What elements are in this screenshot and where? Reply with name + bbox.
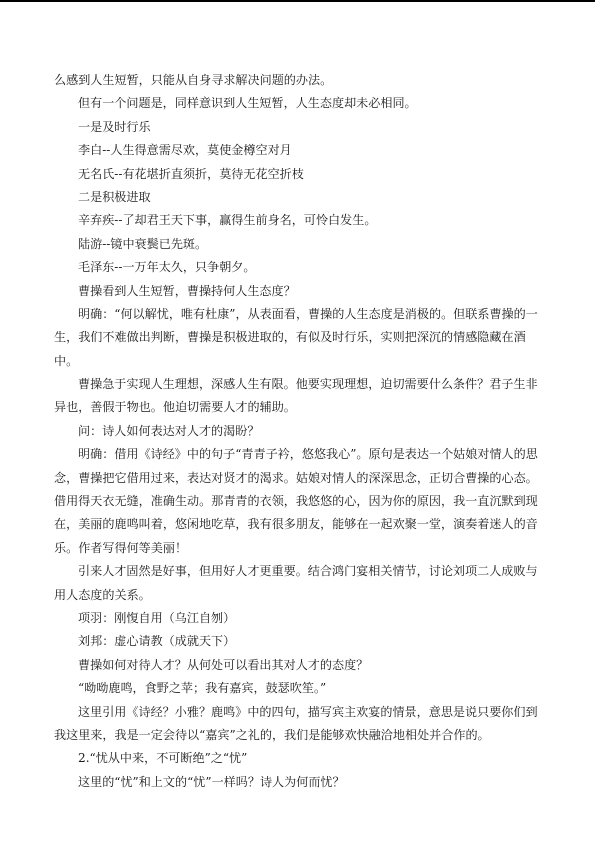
- text-line: 引来人才固然是好事，但用好人才更重要。结合鸿门宴相关情节，讨论刘项二人成败与: [78, 564, 538, 579]
- text-line: 念，曹操把它借用过来，表达对贤才的渴求。姑娘对情人的深深思念，正切合曹操的心态。: [54, 470, 538, 485]
- text-line: 我这里来，我是一定会待以“嘉宾”之礼的，我们是能够欢快融洽地相处并合作的。: [54, 727, 490, 742]
- text-line: 李白--人生得意需尽欢，莫使金樽空对月: [78, 143, 292, 158]
- text-line: 中。: [54, 353, 79, 368]
- text-line: 刘邦：虚心请教（成就天下）: [78, 634, 236, 649]
- text-line: 生，我们不难做出判断，曹操是积极进取的，有似及时行乐，实则把深沉的情感隐藏在酒: [54, 330, 526, 345]
- text-line: 一是及时行乐: [78, 119, 151, 134]
- text-line: 但有一个问题是，同样意识到人生短暂，人生态度却未必相同。: [78, 96, 417, 111]
- top-border-line: [0, 0, 595, 2]
- text-line: 乐。作者写得何等美丽！: [54, 540, 188, 555]
- text-line: 无名氏--有花堪折直须折，莫待无花空折枝: [78, 166, 304, 181]
- text-line: 2.“忧从中来，不可断绝”之“忧”: [78, 751, 248, 766]
- text-line: 辛弃疾--了却君王天下事，赢得生前身名，可怜白发生。: [78, 213, 377, 228]
- text-line: 曹操急于实现人生理想，深感人生有限。他要实现理想，迫切需要什么条件？君子生非: [78, 377, 538, 392]
- document-body: [54, 69, 542, 794]
- text-line: 在，美丽的鹿鸣叫着，悠闲地吃草，我有很多朋友，能够在一起欢聚一堂，演奏着迷人的音: [54, 517, 538, 532]
- text-line: 这里引用《诗经？小雅？鹿鸣》中的四句，描写宾主欢宴的情景，意思是说只要你们到: [78, 704, 538, 719]
- text-line: 问：诗人如何表达对人才的渴盼？: [78, 423, 260, 438]
- text-line: 毛泽东--一万年太久，只争朝夕。: [78, 260, 256, 275]
- text-line: 曹操看到人生短暂，曹操持何人生态度？: [78, 283, 296, 298]
- text-line: 这里的“忧”和上文的“忧”一样吗？诗人为何而忧？: [78, 774, 345, 789]
- text-line: 曹操如何对待人才？从何处可以看出其对人才的态度？: [78, 657, 369, 672]
- text-line: 用人态度的关系。: [54, 587, 151, 602]
- text-line: “呦呦鹿鸣，食野之苹；我有嘉宾，鼓瑟吹笙。”: [78, 681, 327, 696]
- text-line: 明确：借用《诗经》中的句子“青青子衿，悠悠我心”。原句是表达一个姑娘对情人的思: [78, 447, 538, 462]
- text-line: 借用得天衣无缝，准确生动。那青青的衣领，我悠悠的心，因为你的原因，我一直沉默到现: [54, 494, 538, 509]
- text-line: 陆游--镜中衰鬓已先斑。: [78, 236, 208, 251]
- text-line: 二是积极进取: [78, 189, 151, 204]
- text-line: 么感到人生短暂，只能从自身寻求解决问题的办法。: [54, 73, 333, 87]
- text-line: 项羽：刚愎自用（乌江自刎）: [78, 610, 236, 625]
- text-line: 异也，善假于物也。他迫切需要人才的辅助。: [54, 400, 296, 415]
- text-line: 明确：“何以解忧，唯有杜康”，从表面看，曹操的人生态度是消极的。但联系曹操的一: [78, 306, 538, 321]
